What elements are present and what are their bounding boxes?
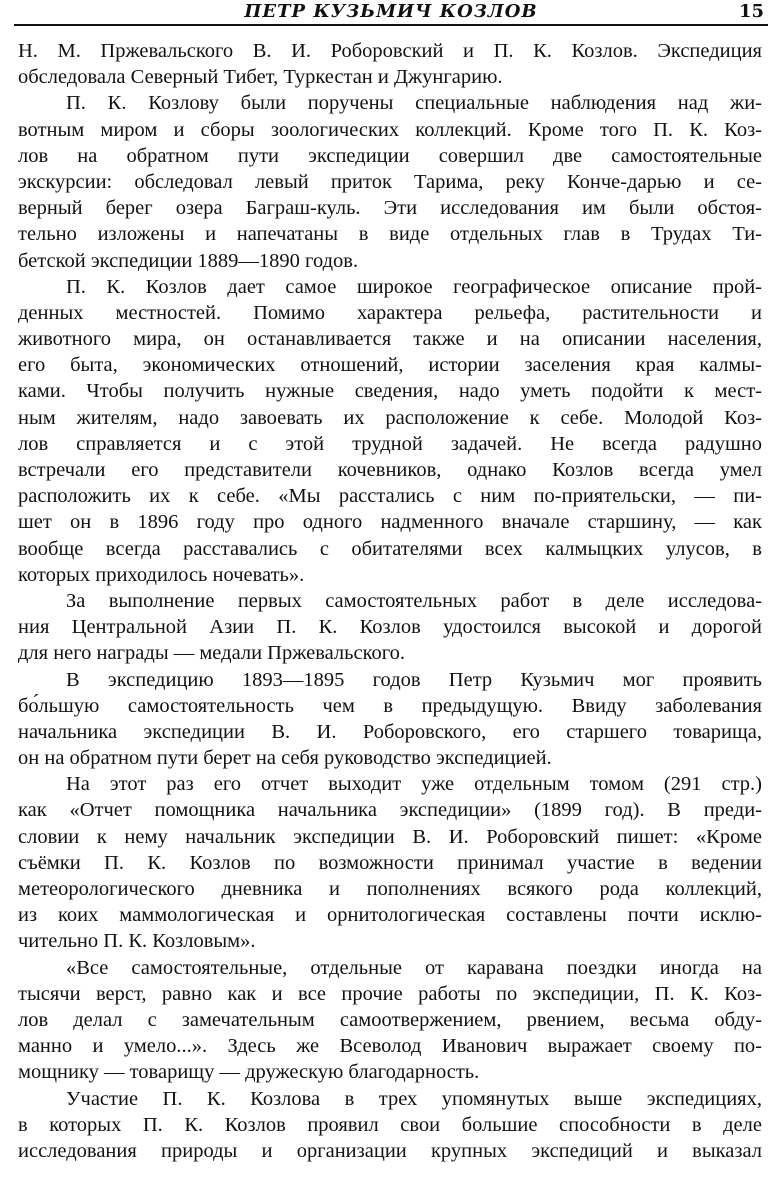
- text-line: мощнику — товарищу — дружескую благодарность.: [18, 1061, 480, 1084]
- text-line: ния Центральной Азии П. К. Козлов удостоился высокой и дорогой: [18, 616, 762, 639]
- body-text: [18, 38, 762, 1164]
- text-line: съёмки П. К. Козлов по возможности принимал участие в ведении: [18, 851, 762, 874]
- text-line: манно и умело...». Здесь же Всеволод Иванович выражает своему по-: [18, 1035, 762, 1058]
- text-line: в которых П. К. Козлов проявил свои большие способности в деле: [18, 1113, 762, 1136]
- text-line: начальника экспедиции В. И. Роборовского, его старшего товарища,: [18, 720, 762, 743]
- text-line: П. К. Козлов дает самое широкое географическое описание прой-: [66, 275, 762, 298]
- text-line: экскурсии: обследовал левый приток Тарима, реку Конче-дарью и се-: [18, 170, 762, 193]
- text-line: метеорологического дневника и пополнениях всякого рода коллекций,: [18, 878, 762, 900]
- text-line: лов делал с замечательным самоотвержением, рвением, весьма обду-: [18, 1008, 762, 1031]
- text-line: его быта, экономических отношений, истории заселения края калмы-: [18, 354, 762, 377]
- text-line: шет он в 1896 году про одного надменного вначале старшину, — как: [18, 511, 762, 534]
- text-line: обследовала Северный Тибет, Туркестан и Джунгарию.: [18, 66, 503, 89]
- page-number: 15: [738, 1, 764, 22]
- text-line: вообще всегда расставались с обитателями всех калмыцких улусов, в: [18, 537, 762, 560]
- text-line: Участие П. К. Козлова в трех упомянутых выше экспедициях,: [66, 1087, 762, 1110]
- running-title: ПЕТР КУЗЬМИЧ КОЗЛОВ: [244, 1, 538, 22]
- text-line: лов на обратном пути экспедиции совершил две самостоятельные: [18, 144, 762, 167]
- text-line: Н. М. Пржевальского В. И. Роборовский и П. К. Козлов. Экспедиция: [18, 40, 762, 62]
- text-line: как «Отчет помощника начальника экспедиции» (1899 год). В преди-: [18, 799, 762, 822]
- text-line: На этот раз его отчет выходит уже отдельным томом (291 стр.): [66, 773, 762, 796]
- text-line: из коих маммологическая и орнитологическая составлены почти исклю-: [18, 904, 762, 927]
- text-line: тысячи верст, равно как и все прочие работы по экспедиции, П. К. Коз-: [18, 982, 762, 1005]
- text-line: он на обратном пути берет на себя руководство экспедицией.: [18, 747, 552, 770]
- text-line: ками. Чтобы получить нужные сведения, надо уметь подойти к мест-: [18, 380, 762, 403]
- text-line: лов справляется и с этой трудной задачей. Не всегда радушно: [18, 432, 762, 455]
- text-line: для него награды — медали Пржевальского.: [18, 642, 406, 665]
- text-line: верный берег озера Баграш-куль. Эти исследования им были обстоя-: [18, 197, 762, 220]
- text-line: В экспедицию 1893—1895 годов Петр Кузьмич мог проявить: [66, 668, 762, 691]
- text-line: денных местностей. Помимо характера рельефа, растительности и: [18, 301, 762, 324]
- text-line: встречали его представители кочевников, однако Козлов всегда умел: [18, 459, 762, 481]
- text-line: словии к нему начальник экспедиции В. И. Роборовский пишет: «Кроме: [18, 825, 762, 848]
- text-line: исследования природы и организации крупных экспедиций и выказал: [18, 1139, 762, 1162]
- text-line: «Все самостоятельные, отдельные от каравана поездки иногда на: [66, 956, 762, 979]
- text-line: бо́льшую самостоятельность чем в предыдущую. Ввиду заболевания: [18, 694, 762, 717]
- text-line: вотным миром и сборы зоологических коллекций. Кроме того П. К. Коз-: [18, 118, 762, 141]
- text-line: За выполнение первых самостоятельных работ в деле исследова-: [66, 589, 762, 612]
- text-line: ным жителям, надо завоевать их расположение к себе. Молодой Коз-: [18, 406, 762, 429]
- text-line: расположить их к себе. «Мы расстались с ним по-приятельски, — пи-: [18, 485, 762, 508]
- text-line: П. К. Козлову были поручены специальные наблюдения над жи-: [66, 92, 762, 115]
- text-line: которых приходилось ночевать».: [18, 563, 305, 586]
- text-line: чительно П. К. Козловым».: [18, 930, 256, 953]
- text-line: животного мира, он останавливается также и на описании населения,: [18, 328, 762, 351]
- text-line: тельно изложены и напечатаны в виде отдельных глав в Трудах Ти-: [18, 223, 762, 246]
- text-line: бетской экспедиции 1889—1890 годов.: [18, 249, 359, 272]
- page-header: [14, 0, 768, 26]
